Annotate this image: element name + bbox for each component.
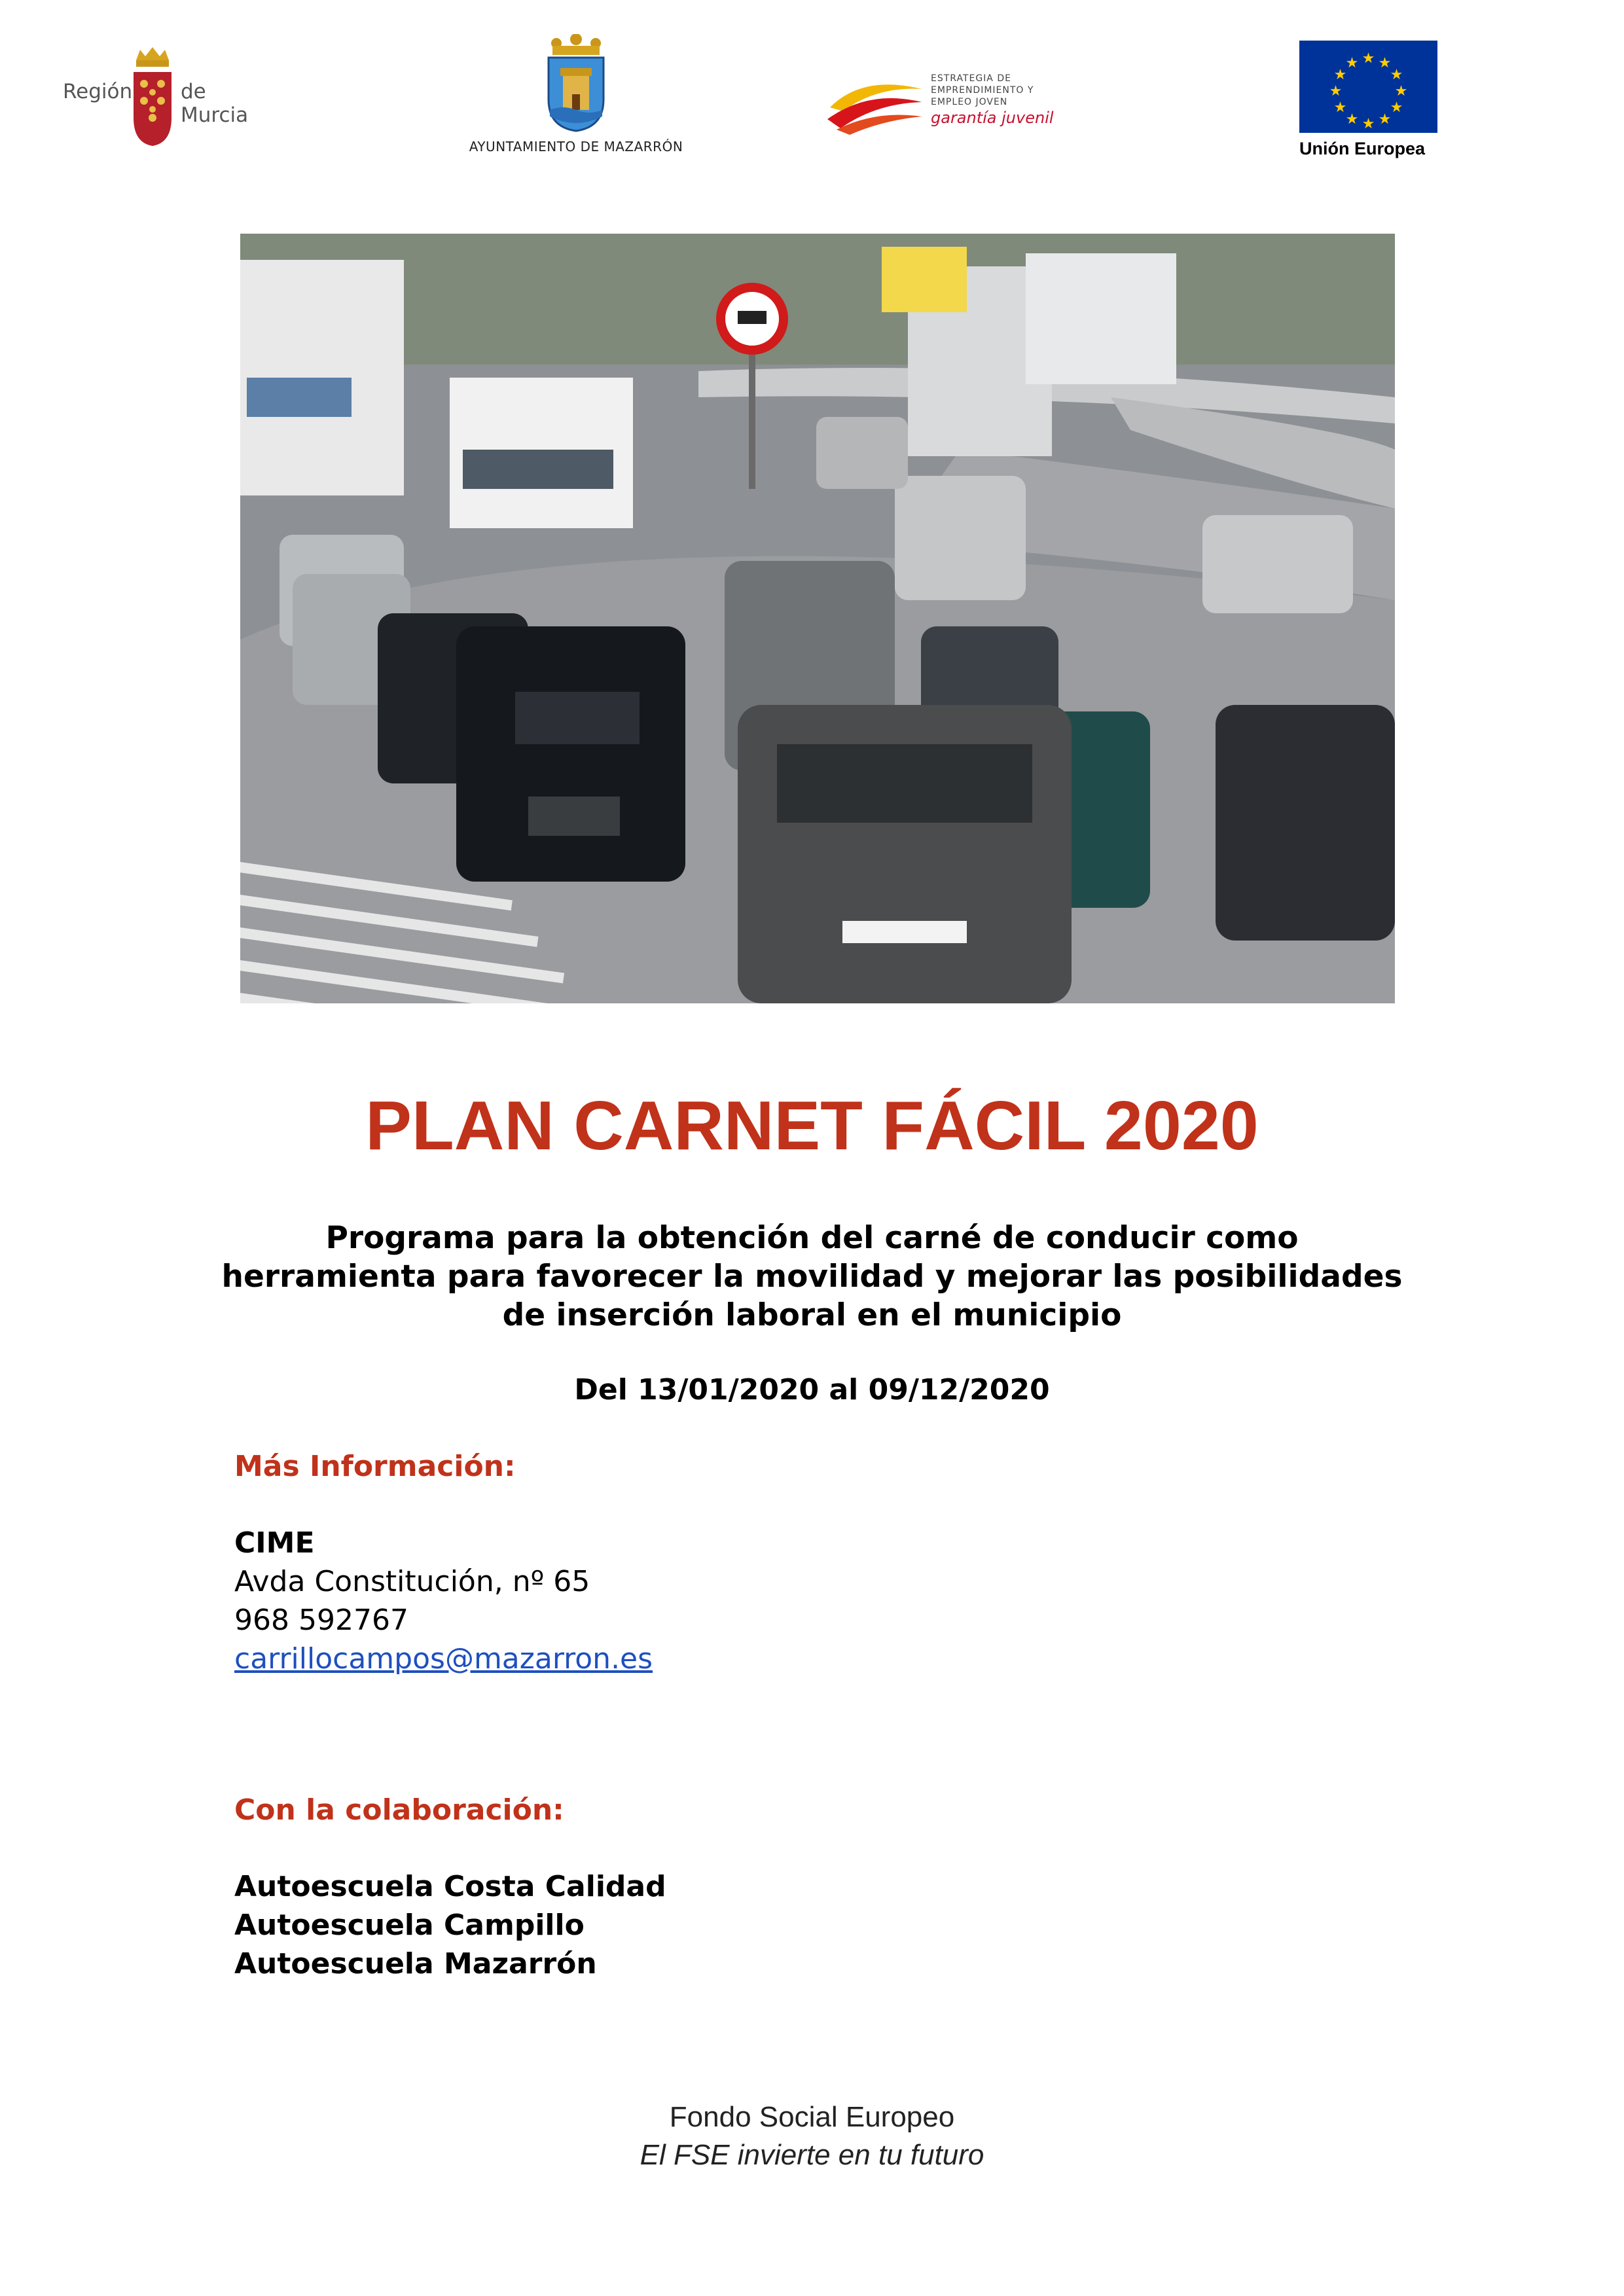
svg-text:★: ★ [1378, 111, 1392, 128]
contact-name: CIME [234, 1526, 315, 1560]
ayuntamiento-mazarron-logo [452, 34, 700, 158]
garantia-line-4: garantía juvenil [931, 109, 1054, 127]
region-murcia-logo [63, 46, 279, 151]
murcia-logo-left-text: Región [63, 80, 133, 103]
svg-text:★: ★ [1345, 55, 1359, 71]
description-line-3: de inserción laboral en el municipio [502, 1297, 1122, 1333]
contact-address: Avda Constitución, nº 65 [234, 1565, 590, 1598]
program-description [196, 1219, 1428, 1335]
svg-text:★: ★ [1345, 111, 1359, 128]
murcia-coat-of-arms-icon [131, 46, 174, 147]
svg-text:★: ★ [1333, 99, 1347, 116]
svg-text:★: ★ [1362, 116, 1375, 132]
union-europea-logo [1299, 41, 1440, 165]
mazarron-coat-of-arms-icon [543, 34, 609, 132]
contact-email-link[interactable]: carrillocampos@mazarron.es [234, 1642, 653, 1676]
driving-schools-list [234, 1867, 666, 1983]
contact-phone: 968 592767 [234, 1604, 408, 1637]
svg-text:★: ★ [1390, 67, 1403, 83]
garantia-juvenil-logo [823, 65, 1098, 144]
footer-slogan: El FSE invierte en tu futuro [640, 2139, 984, 2171]
contact-block [234, 1524, 653, 1678]
svg-text:★: ★ [1394, 83, 1408, 99]
svg-text:★: ★ [1390, 99, 1403, 116]
garantia-line-1: ESTRATEGIA DE [931, 73, 1011, 84]
more-info-heading: Más Información: [234, 1450, 516, 1483]
mazarron-logo-label: AYUNTAMIENTO DE MAZARRÓN [469, 139, 683, 154]
svg-text:★: ★ [1329, 83, 1343, 99]
svg-text:★: ★ [1362, 50, 1375, 67]
page-title: PLAN CARNET FÁCIL 2020 [365, 1087, 1259, 1164]
svg-text:★: ★ [1333, 67, 1347, 83]
description-line-2: herramienta para favorecer la movilidad y mejorar las posibilidades [221, 1259, 1403, 1295]
footer-fund-name: Fondo Social Europeo [669, 2101, 955, 2133]
garantia-line-3: EMPLEO JOVEN [931, 97, 1008, 107]
traffic-photo [240, 234, 1395, 1003]
murcia-logo-right-text: de Murcia [181, 80, 249, 127]
program-dates: Del 13/01/2020 al 09/12/2020 [574, 1373, 1050, 1407]
driving-school-item: Autoescuela Mazarrón [234, 1947, 597, 1981]
garantia-line-2: EMPRENDIMIENTO Y [931, 85, 1034, 96]
svg-text:★: ★ [1378, 55, 1392, 71]
footer [0, 2098, 1624, 2174]
eu-flag-icon [1299, 41, 1437, 133]
collaboration-heading: Con la colaboración: [234, 1793, 564, 1827]
garantia-juvenil-swoosh-icon [823, 69, 925, 135]
driving-school-item: Autoescuela Costa Calidad [234, 1870, 666, 1903]
eu-logo-label: Unión Europea [1299, 139, 1426, 158]
description-line-1: Programa para la obtención del carné de conducir como [325, 1220, 1299, 1256]
driving-school-item: Autoescuela Campillo [234, 1909, 585, 1942]
